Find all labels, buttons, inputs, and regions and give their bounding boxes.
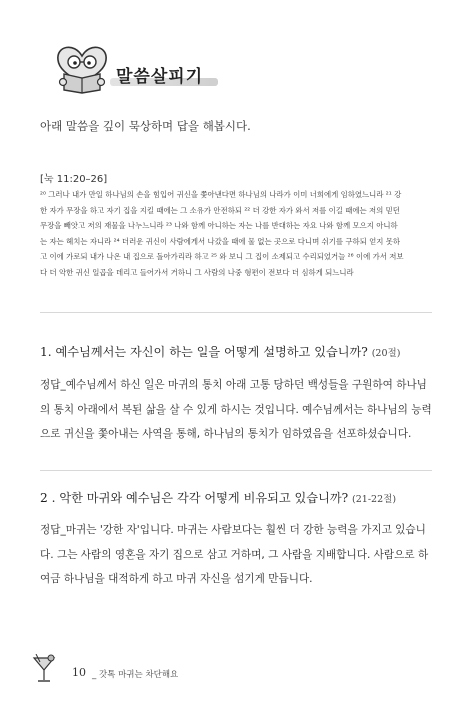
cocktail-glass-icon <box>30 654 58 684</box>
passage-line: 는 자는 헤치는 자니라 ²⁴ 더러운 귀신이 사람에게서 나갔을 때에 물 없는 곳으로 다니며 쉬기를 구하되 얻지 못하 <box>40 236 400 246</box>
question-2 <box>40 489 396 506</box>
answer-line: 으로 귀신을 쫓아내는 사역을 통해, 하나님의 통치가 임하였음을 선포하셨습니다. <box>40 428 412 440</box>
page-number: 10 <box>72 666 86 679</box>
passage-line: 다 더 악한 귀신 일곱을 데리고 들어가서 거하니 그 사람의 나중 형편이 전보다 더 심하게 되느니라 <box>40 267 354 277</box>
answer-line: 정답_마귀는 '강한 자'입니다. 마귀는 사람보다는 훨씬 더 강한 능력을 가지고 있습니 <box>40 524 426 536</box>
answer-line: 의 통치 아래에서 복된 삶을 살 수 있게 하시는 것입니다. 예수님께서는 하나님의 능력 <box>40 403 432 416</box>
running-footer-title: _ 갓톡 마귀는 차단해요 <box>92 670 179 680</box>
question-1 <box>40 343 400 360</box>
answer-line: 정답_예수님께서 하신 일은 마귀의 통치 아래 고통 당하던 백성들을 구원하여 하나님 <box>40 379 427 391</box>
passage-body <box>40 187 432 281</box>
section-title: 말씀살피기 <box>116 67 204 87</box>
answer-2 <box>40 518 432 592</box>
passage-line: 무장을 빼앗고 저의 재물을 나누느니라 ²³ 나와 함께 아니하는 자는 나를 반대하는 자요 나와 함께 모으지 아니하 <box>40 221 398 231</box>
question-verse: (21-22절) <box>352 494 397 505</box>
section-header <box>108 60 222 88</box>
answer-line: 여금 하나님을 대적하게 하고 마귀 자신을 섬기게 만듭니다. <box>40 573 313 585</box>
passage-line: ²⁰ 그러나 내가 만일 하나님의 손을 힘입어 귀신을 쫓아낸다면 하나님의 나라가 이미 너희에게 임하였느니라 ²¹ 강 <box>40 190 402 199</box>
passage-line: 한 자가 무장을 하고 자기 집을 지킬 때에는 그 소유가 안전하되 ²² 더 강한 자가 와서 저를 이길 때에는 저의 믿던 <box>40 205 400 215</box>
divider <box>40 312 432 313</box>
answer-1 <box>40 373 432 447</box>
passage-line: 고 이에 가로되 내가 나온 내 집으로 돌아가리라 하고 ²⁵ 와 보니 그 집이 소제되고 수리되었거늘 ²⁶ 이에 가서 저보 <box>40 252 404 262</box>
instruction-text: 아래 말씀을 깊이 묵상하며 답을 해봅시다. <box>40 119 251 133</box>
answer-line: 다. 그는 사람의 영혼을 자기 집으로 삼고 거하며, 그 사람을 지배합니다. 사람으로 하 <box>40 548 429 561</box>
question-text: 2 . 악한 마귀와 예수님은 각각 어떻게 비유되고 있습니까? <box>40 491 353 505</box>
passage-reference: [눅 11:20–26] <box>40 174 108 185</box>
divider <box>40 470 432 471</box>
question-text: 1. 예수님께서는 자신이 하는 일을 어떻게 설명하고 있습니까? <box>40 345 372 359</box>
mascot-reading-book-icon <box>50 40 114 94</box>
question-verse: (20절) <box>371 348 401 359</box>
